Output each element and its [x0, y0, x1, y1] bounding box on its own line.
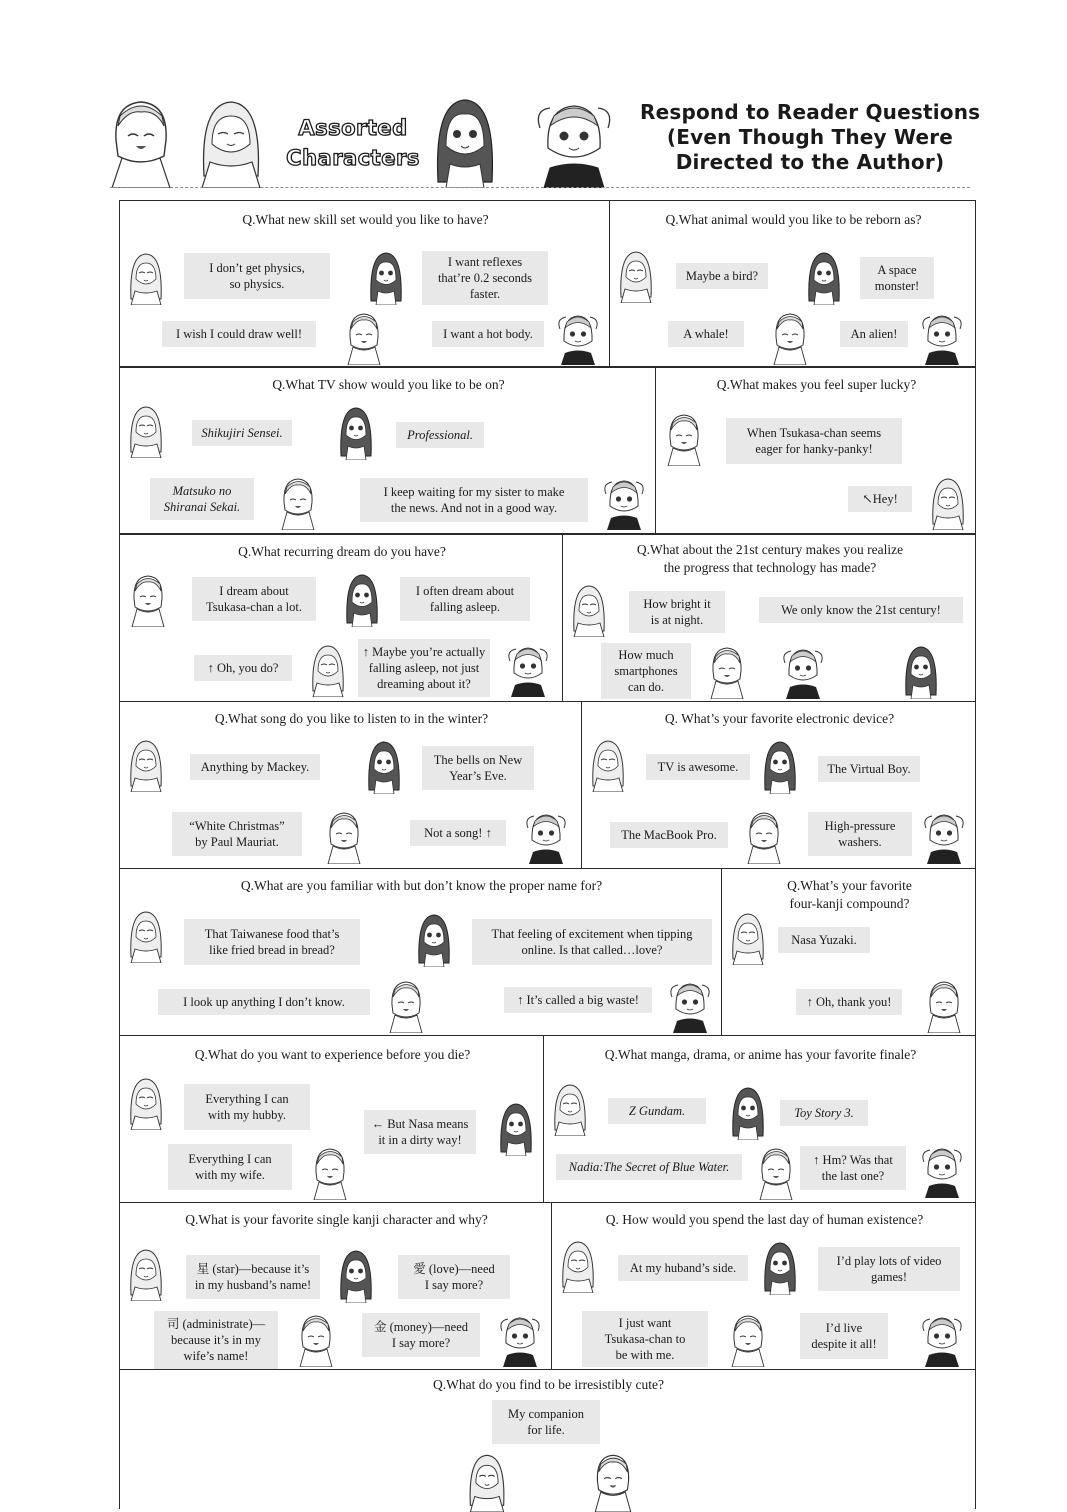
character-long-hair-icon: [618, 249, 654, 303]
character-dark-hair-icon: [903, 645, 939, 699]
question-text: Q.What do you want to experience before you die?: [194, 1047, 471, 1062]
header-character-long-hair: [198, 96, 264, 188]
character-short-hair-icon: [388, 979, 424, 1033]
question-text: Q.What recurring dream do you have?: [238, 544, 446, 559]
character-short-hair-icon: [346, 311, 382, 365]
character-dark-hair-icon: [498, 1102, 534, 1156]
character-twintails-icon: [508, 643, 548, 697]
qa-panel-proper-name: [119, 868, 722, 1036]
header-character-straight-hair: [432, 96, 498, 188]
character-long-hair-icon: [128, 251, 164, 305]
qa-panel-four-kanji: [721, 868, 976, 1036]
character-twintails-icon: [558, 311, 598, 365]
question-text: Q.What about the 21st century makes you realize the progress that technology has made?: [636, 542, 904, 575]
speech-bubble: My companion for life.: [492, 1400, 600, 1444]
speech-bubble: ↑ Maybe you’re actually falling asleep, not just dreaming about it?: [358, 639, 490, 697]
speech-bubble: Nadia:The Secret of Blue Water.: [556, 1154, 742, 1180]
qa-panel-tv-show: [119, 367, 656, 534]
character-short-hair-icon: [758, 1146, 794, 1200]
character-long-hair-icon: [466, 1452, 508, 1512]
qa-panel-irresistibly-cute: [119, 1369, 976, 1509]
qa-panel-super-lucky: [655, 367, 976, 534]
header-title: Respond to Reader Questions (Even Though They Were Directed to the Author): [640, 100, 981, 174]
character-short-hair-icon: [312, 1146, 348, 1200]
speech-bubble: At my huband’s side.: [618, 1255, 748, 1281]
speech-bubble: Everything I can with my wife.: [168, 1144, 292, 1190]
speech-bubble: High-pressure washers.: [808, 812, 912, 856]
qa-panel-before-you-die: [119, 1035, 544, 1203]
character-long-hair-icon: [310, 643, 346, 697]
speech-bubble: How much smartphones can do.: [601, 643, 691, 699]
character-twintails-icon: [783, 645, 823, 699]
character-long-hair-icon: [128, 909, 164, 963]
question-text: Q.What makes you feel super lucky?: [716, 377, 917, 392]
speech-bubble: ← But Nasa means it in a dirty way!: [364, 1110, 476, 1154]
speech-bubble: The Virtual Boy.: [818, 756, 920, 782]
speech-bubble: We only know the 21st century!: [759, 597, 963, 623]
speech-bubble: I want a hot body.: [432, 321, 544, 347]
speech-bubble: I look up anything I don’t know.: [158, 989, 370, 1015]
character-long-hair-icon: [930, 476, 966, 530]
question-text: Q.What song do you like to listen to in the winter?: [214, 711, 489, 726]
character-twintails-icon: [924, 810, 964, 864]
question-text: Q. What’s your favorite electronic device?: [664, 711, 895, 726]
speech-bubble: The MacBook Pro.: [610, 822, 728, 848]
character-long-hair-icon: [552, 1082, 588, 1136]
speech-bubble: I often dream about falling asleep.: [400, 577, 530, 621]
character-short-hair-icon: [326, 810, 362, 864]
speech-bubble: How bright it is at night.: [629, 591, 725, 633]
character-dark-hair-icon: [762, 1241, 798, 1295]
speech-bubble: I just want Tsukasa-chan to be with me.: [582, 1311, 708, 1367]
header-character-twintails: [536, 98, 612, 188]
speech-bubble: ↑ Hm? Was that the last one?: [800, 1146, 906, 1190]
character-short-hair-icon: [746, 810, 782, 864]
character-dark-hair-icon: [368, 251, 404, 305]
speech-bubble: I don’t get physics, so physics.: [184, 253, 330, 299]
character-short-hair-icon: [709, 645, 745, 699]
character-dark-hair-icon: [366, 740, 402, 794]
speech-bubble: ↑ Oh, you do?: [194, 655, 292, 681]
qa-panel-new-skill: [119, 200, 610, 367]
question-text: Q.What animal would you like to be reborn as?: [665, 212, 922, 227]
speech-bubble: 星 (star)—because it’s in my husband’s name!: [186, 1255, 320, 1299]
question-text: Q. How would you spend the last day of human existence?: [605, 1212, 924, 1227]
character-long-hair-icon: [730, 911, 766, 965]
character-short-hair-icon: [280, 476, 316, 530]
qa-panel-recurring-dream: [119, 534, 563, 702]
question-text: Q.What are you familiar with but don’t know the proper name for?: [240, 878, 603, 893]
speech-bubble: Shikujiri Sensei.: [192, 420, 292, 446]
assorted-characters-logo: Assorted Characters: [286, 116, 420, 170]
character-twintails-icon: [670, 979, 710, 1033]
speech-bubble: I dream about Tsukasa-chan a lot.: [192, 577, 316, 621]
character-long-hair-icon: [128, 1247, 164, 1301]
speech-bubble: 愛 (love)—need I say more?: [398, 1255, 510, 1299]
question-text: Q.What new skill set would you like to have?: [242, 212, 489, 227]
speech-bubble: ↑ It’s called a big waste!: [504, 987, 652, 1013]
character-short-hair-icon: [130, 573, 166, 627]
character-short-hair-icon: [666, 412, 702, 466]
qa-panel-single-kanji: [119, 1202, 552, 1370]
speech-bubble: Everything I can with my hubby.: [184, 1084, 310, 1130]
qa-panel-electronic-device: [581, 701, 976, 869]
character-long-hair-icon: [571, 583, 607, 637]
speech-bubble: Matsuko no Shiranai Sekai.: [150, 478, 254, 520]
speech-bubble: I wish I could draw well!: [162, 321, 316, 347]
speech-bubble: 金 (money)—need I say more?: [362, 1313, 480, 1357]
character-twintails-icon: [922, 1313, 962, 1367]
character-twintails-icon: [500, 1313, 540, 1367]
character-short-hair-icon: [592, 1452, 634, 1512]
header-divider: [110, 187, 970, 188]
question-text: Q.What is your favorite single kanji character and why?: [185, 1212, 488, 1227]
speech-bubble: Maybe a bird?: [676, 263, 768, 289]
character-twintails-icon: [604, 476, 644, 530]
character-short-hair-icon: [926, 979, 962, 1033]
qa-panel-winter-song: [119, 701, 582, 869]
speech-bubble: A space monster!: [860, 257, 934, 299]
speech-bubble: I’d live despite it all!: [800, 1313, 888, 1359]
character-short-hair-icon: [298, 1313, 334, 1367]
character-short-hair-icon: [772, 311, 808, 365]
speech-bubble: ↖Hey!: [848, 486, 912, 512]
character-twintails-icon: [526, 810, 566, 864]
speech-bubble: I’d play lots of video games!: [818, 1247, 960, 1291]
speech-bubble: ↑ Oh, thank you!: [796, 989, 902, 1015]
speech-bubble: Toy Story 3.: [780, 1100, 868, 1126]
qa-panel-favorite-finale: [543, 1035, 976, 1203]
qa-panel-last-day: [551, 1202, 976, 1370]
character-long-hair-icon: [128, 404, 164, 458]
character-twintails-icon: [922, 1144, 962, 1198]
character-dark-hair-icon: [730, 1086, 766, 1140]
speech-bubble: I want reflexes that’re 0.2 seconds faster.: [422, 251, 548, 305]
character-dark-hair-icon: [806, 251, 842, 305]
speech-bubble: That Taiwanese food that’s like fried bread in bread?: [184, 919, 360, 965]
speech-bubble: When Tsukasa-chan seems eager for hanky-panky!: [726, 418, 902, 464]
qa-panel-21st-century: [562, 534, 976, 702]
question-text: Q.What’s your favorite four-kanji compound?: [787, 878, 912, 911]
character-dark-hair-icon: [338, 406, 374, 460]
question-text: Q.What do you find to be irresistibly cute?: [433, 1377, 664, 1392]
character-long-hair-icon: [560, 1239, 596, 1293]
speech-bubble: A whale!: [668, 321, 744, 347]
character-dark-hair-icon: [416, 913, 452, 967]
speech-bubble: Not a song! ↑: [410, 820, 506, 846]
qa-panel-reborn-animal: [609, 200, 976, 367]
speech-bubble: Z Gundam.: [608, 1098, 706, 1124]
speech-bubble: An alien!: [840, 321, 908, 347]
speech-bubble: Professional.: [396, 422, 484, 448]
character-dark-hair-icon: [344, 573, 380, 627]
character-short-hair-icon: [730, 1313, 766, 1367]
character-dark-hair-icon: [338, 1249, 374, 1303]
speech-bubble: “White Christmas” by Paul Mauriat.: [172, 812, 302, 856]
character-long-hair-icon: [590, 738, 626, 792]
character-long-hair-icon: [128, 738, 164, 792]
speech-bubble: TV is awesome.: [646, 754, 750, 780]
speech-bubble: 司 (administrate)— because it’s in my wife’s name!: [154, 1311, 278, 1369]
character-twintails-icon: [922, 311, 962, 365]
header-character-short-hair: [108, 96, 174, 188]
speech-bubble: The bells on New Year’s Eve.: [422, 746, 534, 790]
question-text: Q.What manga, drama, or anime has your favorite finale?: [604, 1047, 917, 1062]
character-dark-hair-icon: [762, 740, 798, 794]
question-text: Q.What TV show would you like to be on?: [272, 377, 505, 392]
speech-bubble: I keep waiting for my sister to make the news. And not in a good way.: [360, 478, 588, 522]
speech-bubble: Nasa Yuzaki.: [778, 927, 870, 953]
character-long-hair-icon: [128, 1076, 164, 1130]
speech-bubble: That feeling of excitement when tipping online. Is that called…love?: [472, 919, 712, 965]
speech-bubble: Anything by Mackey.: [190, 754, 320, 780]
